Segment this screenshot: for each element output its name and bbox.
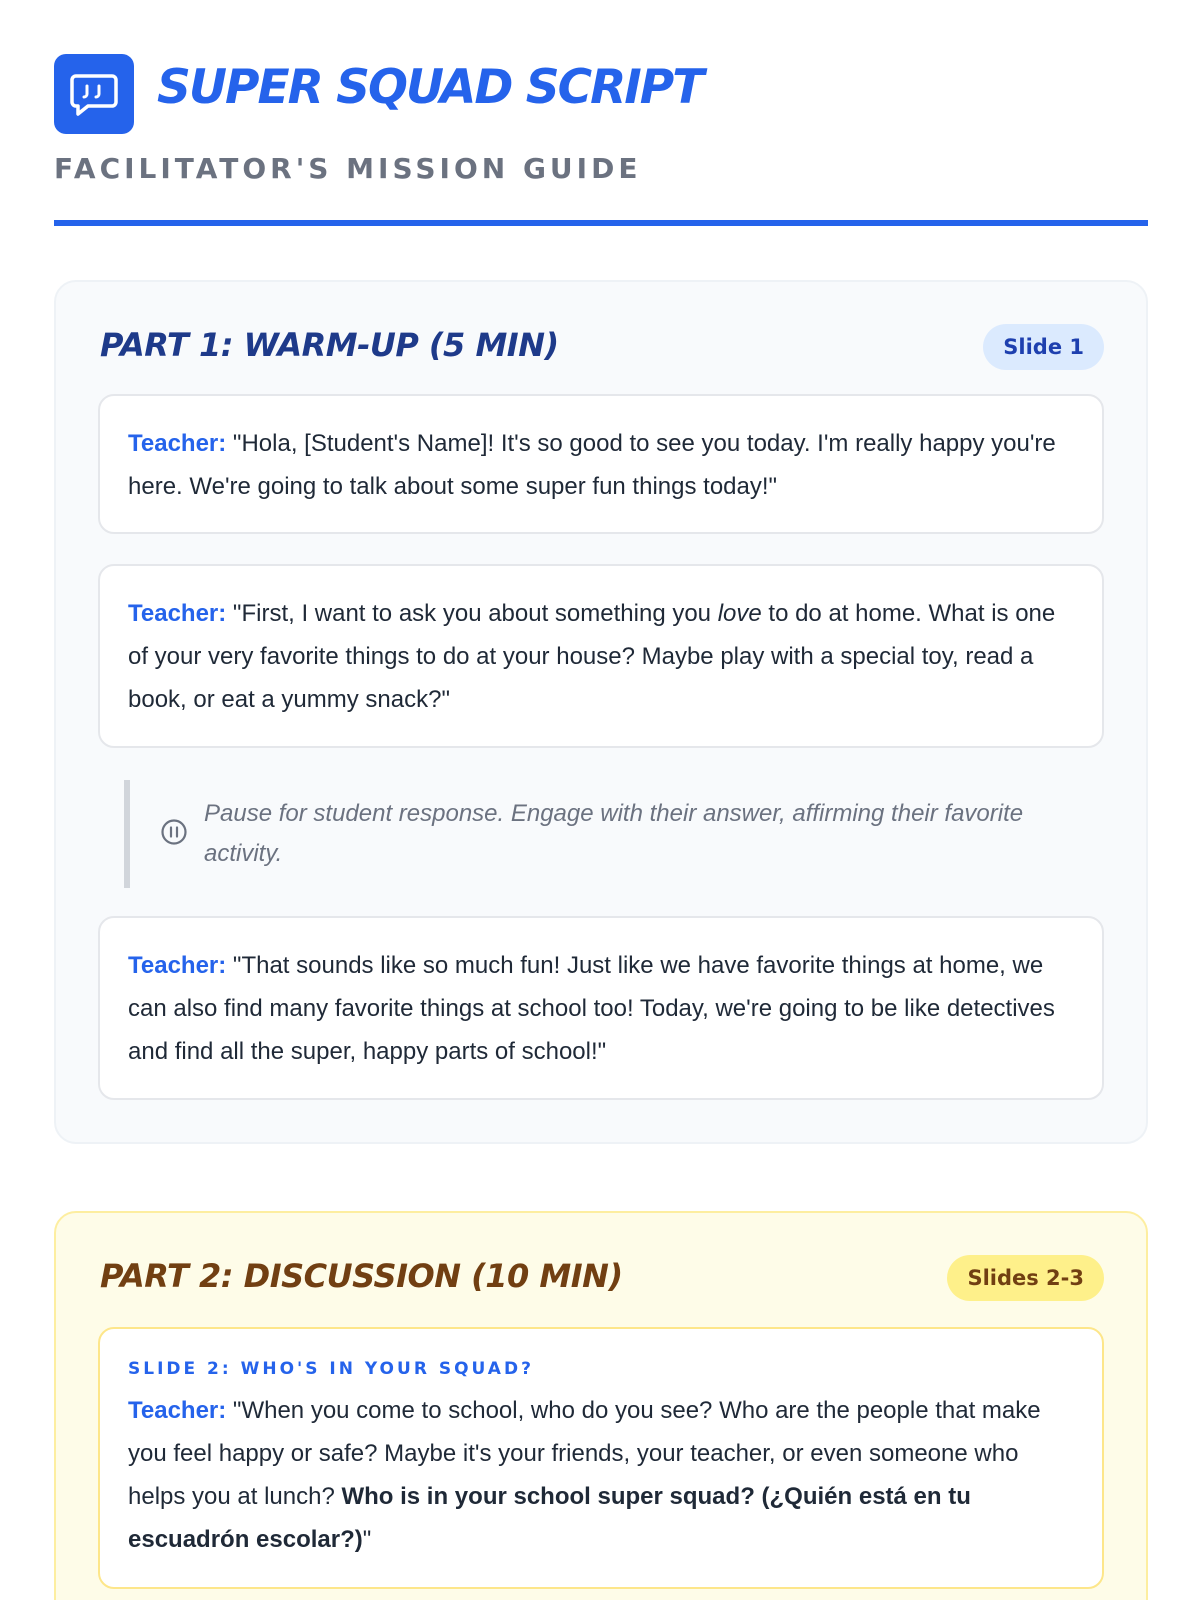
- script-text: "Hola, [Student's Name]! It's so good to see you today. I'm really happy you're here. We're going to talk about some super fun things today!": [128, 430, 1056, 500]
- header-divider: [54, 220, 1148, 226]
- emphasis-text: love: [717, 600, 762, 627]
- script-text: "When you come to school, who do you see? Who are the people that make you feel happy or safe? Maybe it's your friends, your teacher, or even someone who helps you at lunch?: [128, 1397, 1041, 1510]
- key-question: Who is in your school super squad? (¿Quién está en tu escuadrón escolar?): [128, 1483, 971, 1553]
- slide-badge: Slides 2-3: [947, 1255, 1104, 1301]
- section-title: PART 2: DISCUSSION (10 MIN): [100, 1257, 623, 1295]
- pause-circle-icon: [160, 818, 188, 850]
- script-card: [98, 916, 1104, 1100]
- section-title: PART 1: WARM-UP (5 MIN): [100, 326, 559, 364]
- section-discussion: [54, 1211, 1148, 1600]
- script-card: [98, 564, 1104, 748]
- facilitator-note: [124, 780, 1094, 888]
- slide-badge: Slide 1: [983, 324, 1104, 370]
- speaker-label: Teacher:: [128, 1397, 227, 1424]
- slide-heading: SLIDE 2: WHO'S IN YOUR SQUAD?: [128, 1359, 534, 1379]
- script-text: "First, I want to ask you about something you: [226, 600, 718, 627]
- script-text: "That sounds like so much fun! Just like we have favorite things at home, we can also find many favorite things at school too! Today, we're going to be like detectives and find all the super, happy parts of school!": [128, 952, 1055, 1065]
- speaker-label: Teacher:: [128, 430, 227, 457]
- page-title: SUPER SQUAD SCRIPT: [157, 60, 703, 115]
- speaker-label: Teacher:: [128, 600, 227, 627]
- section-warm-up: [54, 280, 1148, 1144]
- page-subtitle: FACILITATOR'S MISSION GUIDE: [54, 152, 642, 185]
- script-text: ": [362, 1526, 372, 1553]
- script-card: [98, 394, 1104, 534]
- speaker-label: Teacher:: [128, 952, 227, 979]
- script-text: to do at home. What is one of your very favorite things to do at your house? Maybe play with a special toy, read a book, or eat a yummy snack?": [128, 600, 1056, 713]
- note-text: Pause for student response. Engage with their answer, affirming their favorite activity.: [204, 800, 1024, 867]
- quote-bubble-icon: [54, 54, 134, 134]
- script-card: [98, 1327, 1104, 1589]
